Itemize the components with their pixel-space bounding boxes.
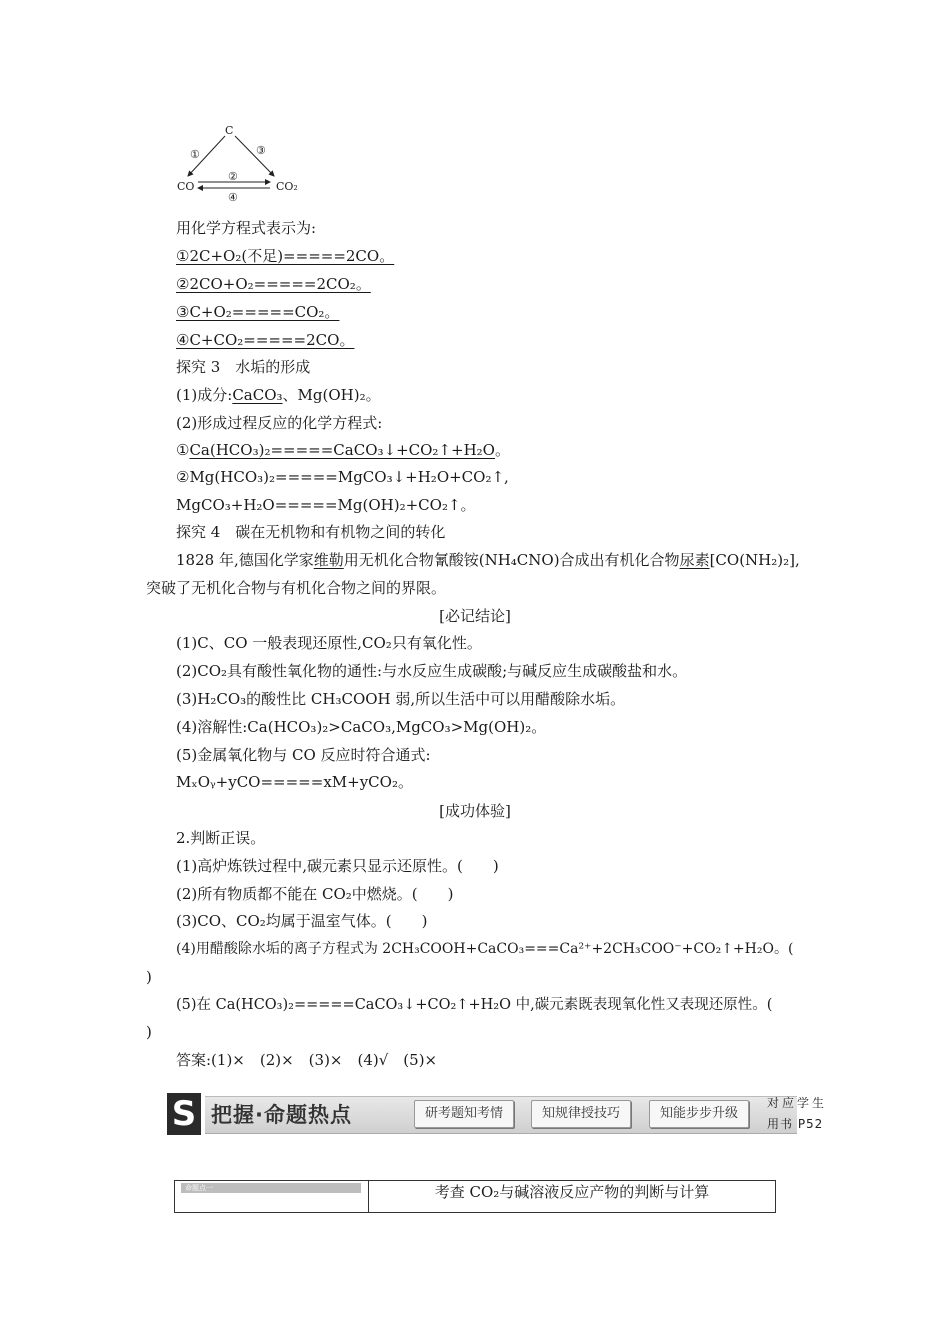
inquiry3-process-title: (2)形成过程反应的化学方程式: [176, 414, 383, 432]
equation-4: ④C+CO₂=====2CO。 [176, 331, 355, 349]
para-scientist: 维勒 [313, 551, 344, 569]
composition-prefix: (1)成分: [176, 386, 233, 404]
question-5: (5)在 Ca(HCO₃)₂=====CaCO₃↓+CO₂↑+H₂O 中,碳元素既表现氧化性又表现还原性。( [176, 997, 773, 1013]
conclusion-item-5: (5)金属氧化物与 CO 反应时符合通式: [176, 746, 431, 764]
experience-heading: [成功体验] [439, 802, 511, 820]
study-exam-button[interactable]: 研考题知考情 [414, 1100, 514, 1128]
question-2: (2)所有物质都不能在 CO₂中燃烧。( ) [176, 885, 454, 903]
node-co: CO [177, 180, 195, 193]
arrow-label-4: ④ [228, 191, 238, 204]
node-co2: CO₂ [276, 180, 298, 193]
conclusion-item-4: (4)溶解性:Ca(HCO₃)₂>CaCO₃,MgCO₃>Mg(OH)₂。 [176, 718, 547, 736]
eq1-body: Ca(HCO₃)₂=====CaCO₃↓+CO₂↑+H₂O [189, 441, 495, 459]
conclusion-item-2: (2)CO₂具有酸性氧化物的通性:与水反应生成碳酸;与碱反应生成碳酸盐和水。 [176, 662, 688, 680]
question-3: (3)CO、CO₂均属于温室气体。( ) [176, 912, 428, 930]
topic-tag: 命题点一 [181, 1183, 361, 1193]
note-line-2: 用书 P52 [767, 1117, 824, 1131]
banner-title: 把握·命题热点 [211, 1103, 352, 1127]
node-c: C [225, 124, 234, 137]
para-c: [CO(NH₂)₂],突破了无机化合物与有机化合物之间的界限。 [146, 551, 800, 597]
equation-1: ①2C+O₂(不足)=====2CO。 [176, 247, 395, 265]
skill-upgrade-button[interactable]: 知能步步升级 [649, 1100, 749, 1128]
para-b: 用无机化合物氰酸铵(NH₄CNO)合成出有机化合物 [343, 551, 680, 569]
question-4: (4)用醋酸除水垢的离子方程式为 2CH₃COOH+CaCO₃===Ca²⁺+2CH₃COO⁻+CO₂↑+H₂O。( [176, 941, 794, 957]
equation-3: ③C+O₂=====CO₂。 [176, 303, 340, 321]
eq1-end: 。 [494, 441, 510, 459]
arrow-label-3: ③ [256, 144, 266, 157]
inquiry3-eq2: ②Mg(HCO₃)₂=====MgCO₃↓+H₂O+CO₂↑, [176, 468, 509, 486]
conclusion-heading: [必记结论] [439, 607, 511, 625]
question-1: (1)高炉炼铁过程中,碳元素只显示还原性。( ) [176, 857, 499, 875]
section-banner [167, 1093, 833, 1135]
question-5-paren: ) [146, 1023, 152, 1041]
arrow-label-2: ② [228, 170, 238, 183]
inquiry4-paragraph [146, 546, 806, 602]
topic-tag-cell [175, 1181, 369, 1212]
para-urea: 尿素 [679, 551, 710, 569]
composition-caco3: CaCO₃ [232, 386, 283, 404]
intro-text: 用化学方程式表示为: [176, 219, 317, 237]
inquiry3-eq1 [176, 440, 510, 460]
eq1-prefix: ① [176, 441, 190, 459]
inquiry4-title: 探究 4 碳在无机物和有机物之间的转化 [176, 523, 446, 541]
composition-rest: 、Mg(OH)₂。 [282, 386, 381, 404]
s-logo-icon: S [167, 1093, 201, 1135]
student-book-note [767, 1093, 833, 1135]
carbon-cycle-diagram [170, 118, 310, 206]
conclusion-item-3: (3)H₂CO₃的酸性比 CH₃COOH 弱,所以生活中可以用醋酸除水垢。 [176, 690, 626, 708]
inquiry3-eq3: MgCO₃+H₂O=====Mg(OH)₂+CO₂↑。 [176, 496, 476, 514]
inquiry3-composition [176, 385, 381, 405]
inquiry3-title: 探究 3 水垢的形成 [176, 358, 311, 376]
conclusion-formula: MₓOᵧ+yCO=====xM+yCO₂。 [176, 773, 413, 791]
topic-title: 考查 CO₂与碱溶液反应产物的判断与计算 [434, 1183, 710, 1201]
para-a: 1828 年,德国化学家 [176, 551, 314, 569]
arrow-label-1: ① [190, 148, 200, 161]
note-line-1: 对应学生 [767, 1096, 828, 1110]
equation-2: ②2CO+O₂=====2CO₂。 [176, 275, 371, 293]
topic-table [174, 1180, 776, 1213]
question-title: 2.判断正误。 [176, 829, 266, 847]
learn-rules-button[interactable]: 知规律授技巧 [531, 1100, 631, 1128]
answer-line: 答案:(1)× (2)× (3)× (4)√ (5)× [176, 1051, 438, 1069]
conclusion-item-1: (1)C、CO 一般表现还原性,CO₂只有氧化性。 [176, 634, 482, 652]
question-4-paren: ) [146, 968, 152, 986]
